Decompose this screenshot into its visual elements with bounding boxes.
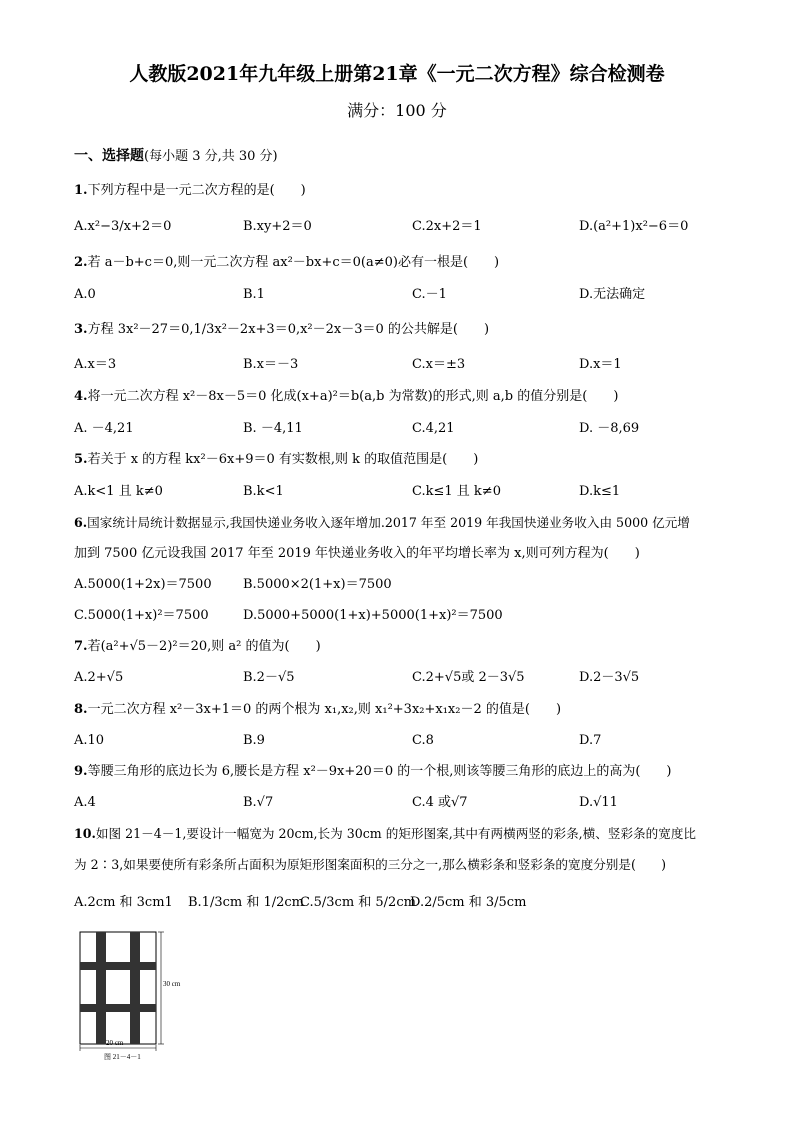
- question-stem: 若关于 x 的方程 kx²－6x+9＝0 有实数根,则 k 的取值范围是( ): [87, 452, 479, 467]
- option-d: D.5000+5000(1+x)+5000(1+x)²＝7500: [243, 608, 503, 623]
- option-c: C.5/3cm 和 5/2cm: [300, 895, 416, 910]
- option-d: D.(a²+1)x²−6＝0: [579, 219, 689, 234]
- option-c: C.4 或√7: [412, 795, 468, 810]
- horizontal-stripe-2: [80, 1004, 156, 1012]
- question-number: 3.: [74, 322, 88, 337]
- question-number: 5.: [74, 452, 88, 467]
- option-a: A. －4,21: [74, 421, 134, 436]
- option-d: D.√11: [579, 795, 618, 810]
- option-b: B.k<1: [243, 484, 284, 499]
- option-c: C.－1: [412, 287, 447, 302]
- question-9: [74, 764, 672, 780]
- section-note: (每小题 3 分,共 30 分): [144, 149, 278, 164]
- option-c: C.x＝±3: [412, 357, 466, 372]
- option-a: A.x＝3: [74, 357, 117, 372]
- option-a: A.4: [74, 795, 96, 810]
- question-number: 10.: [74, 826, 96, 841]
- question-number: 7.: [74, 639, 88, 654]
- full-score: 满分：100 分: [347, 101, 447, 120]
- option-b: B.1: [243, 287, 265, 302]
- option-a: A.x²−3/x+2＝0: [74, 219, 172, 234]
- width-label: 20 cm: [106, 1039, 124, 1047]
- option-c: C.8: [412, 733, 434, 748]
- question-10: [74, 826, 696, 842]
- option-a: A.10: [74, 733, 105, 748]
- option-a: A.5000(1+2x)＝7500: [74, 577, 212, 592]
- question-8: [74, 702, 561, 718]
- figure-caption: 图 21－4－1: [104, 1053, 141, 1061]
- question-stem: 若 a－b+c＝0,则一元二次方程 ax²－bx+c＝0(a≠0)必有一根是( ): [87, 255, 500, 270]
- option-d: D.2－3√5: [579, 670, 640, 685]
- question-stem: 若(a²+√5－2)²＝20,则 a² 的值为( ): [87, 639, 321, 654]
- question-stem: 如图 21－4－1,要设计一幅宽为 20cm,长为 30cm 的矩形图案,其中有两横两竖的彩条,横、竖彩条的宽度比: [95, 826, 697, 841]
- horizontal-stripe-1: [80, 962, 156, 970]
- question-10-line-2: 为 2∶3,如果要使所有彩条所占面积为原矩形图案面积的三分之一,那么横彩条和竖彩条的宽度分别是( ): [74, 857, 666, 872]
- option-a: A.0: [74, 287, 96, 302]
- option-a: A.2cm 和 3cm1: [74, 895, 173, 910]
- page-title: 人教版2021年九年级上册第21章《一元二次方程》综合检测卷: [129, 63, 665, 85]
- option-b: B. －4,11: [243, 421, 303, 436]
- question-7: [74, 639, 321, 655]
- question-stem: 下列方程中是一元二次方程的是( ): [87, 183, 306, 198]
- option-b: B.5000×2(1+x)＝7500: [243, 577, 392, 592]
- vertical-stripe-1: [96, 932, 106, 1044]
- question-number: 6.: [74, 515, 88, 530]
- option-b: B.xy+2＝0: [243, 219, 312, 234]
- question-3: [74, 322, 489, 338]
- question-number: 4.: [74, 389, 88, 404]
- question-number: 9.: [74, 764, 88, 779]
- option-c: C.k≤1 且 k≠0: [412, 484, 501, 499]
- option-c: C.2x+2＝1: [412, 219, 482, 234]
- option-d: D.k≤1: [579, 484, 621, 499]
- section-title: 一、选择题: [74, 148, 144, 164]
- question-number: 8.: [74, 702, 88, 717]
- option-b: B.9: [243, 733, 265, 748]
- question-number: 1.: [74, 183, 88, 198]
- option-b: B.2－√5: [243, 670, 295, 685]
- question-stem: 国家统计局统计数据显示,我国快递业务收入逐年增加.2017 年至 2019 年我国快递业务收入由 5000 亿元增: [87, 515, 690, 530]
- option-d: D.2/5cm 和 3/5cm: [410, 895, 527, 910]
- question-1: [74, 183, 306, 199]
- question-6-line-2: 加到 7500 亿元设我国 2017 年至 2019 年快递业务收入的年平均增长率为 x,则可列方程为( ): [74, 546, 640, 561]
- question-6: [74, 515, 690, 531]
- question-stem: 一元二次方程 x²－3x+1＝0 的两个根为 x₁,x₂,则 x₁²+3x₂+x₁x₂－2 的值是( ): [87, 702, 562, 717]
- section-heading: [74, 148, 278, 165]
- option-d: D.x＝1: [579, 357, 622, 372]
- option-c: C.4,21: [412, 421, 455, 436]
- option-b: B.x＝－3: [243, 357, 299, 372]
- question-stem: 等腰三角形的底边长为 6,腰长是方程 x²－9x+20＝0 的一个根,则该等腰三角形的底边上的高为( ): [87, 764, 672, 779]
- option-d: D. －8,69: [579, 421, 640, 436]
- question-5: [74, 452, 478, 468]
- option-b: B.√7: [243, 795, 274, 810]
- question-2: [74, 255, 499, 271]
- rectangle-outline: [80, 932, 156, 1044]
- question-stem: 将一元二次方程 x²－8x－5＝0 化成(x+a)²＝b(a,b 为常数)的形式,则 a,b 的值分别是( ): [87, 389, 619, 404]
- question-number: 2.: [74, 255, 88, 270]
- question-stem: 方程 3x²－27＝0,1/3x²－2x+3＝0,x²－2x－3＝0 的公共解是( ): [87, 322, 490, 337]
- option-c: C.5000(1+x)²＝7500: [74, 608, 209, 623]
- height-label: 30 cm: [163, 980, 181, 988]
- question-4: [74, 389, 618, 405]
- option-c: C.2+√5或 2－3√5: [412, 670, 525, 685]
- option-d: D.无法确定: [579, 287, 646, 302]
- option-a: A.2+√5: [74, 670, 124, 685]
- figure-rectangle-pattern: [74, 928, 204, 1063]
- vertical-stripe-2: [130, 932, 140, 1044]
- option-b: B.1/3cm 和 1/2cm: [188, 895, 305, 910]
- option-a: A.k<1 且 k≠0: [74, 484, 163, 499]
- option-d: D.7: [579, 733, 602, 748]
